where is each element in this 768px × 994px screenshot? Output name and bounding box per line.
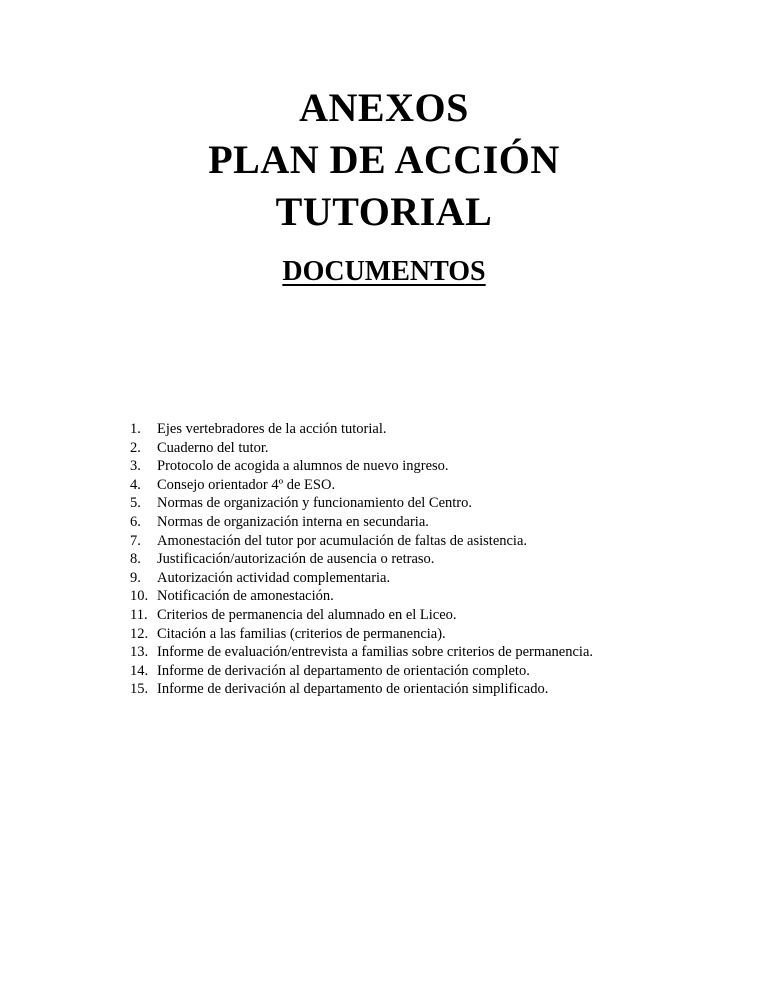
list-item — [130, 625, 730, 644]
list-item — [130, 662, 730, 681]
list-item-text: Cuaderno del tutor. — [157, 439, 269, 456]
list-item-text: Normas de organización interna en secundaria. — [157, 513, 429, 530]
list-item — [130, 439, 730, 458]
list-item — [130, 550, 730, 569]
list-item-number: 3. — [130, 458, 141, 475]
section-heading-text: DOCUMENTOS — [282, 256, 486, 287]
list-item-number: 10. — [130, 588, 149, 605]
list-item-text: Autorización actividad complementaria. — [157, 569, 391, 586]
list-item-text: Amonestación del tutor por acumulación de faltas de asistencia. — [157, 532, 528, 549]
document-list — [130, 420, 730, 699]
page-title — [0, 82, 768, 238]
list-item — [130, 643, 730, 662]
list-item-number: 2. — [130, 439, 141, 456]
list-item-number: 5. — [130, 495, 141, 512]
list-item — [130, 532, 730, 551]
title-line-2: PLAN DE ACCIÓN — [208, 137, 560, 182]
list-item — [130, 513, 730, 532]
list-item — [130, 569, 730, 588]
list-item-text: Informe de derivación al departamento de orientación completo. — [157, 662, 530, 679]
title-line-3: TUTORIAL — [275, 189, 493, 234]
list-item-number: 15. — [130, 681, 149, 698]
list-item-text: Notificación de amonestación. — [157, 588, 334, 605]
list-item-number: 13. — [130, 644, 149, 661]
list-item-number: 4. — [130, 476, 141, 493]
list-item-text: Justificación/autorización de ausencia o retraso. — [157, 551, 435, 568]
list-item-number: 12. — [130, 625, 149, 642]
section-heading — [0, 254, 768, 290]
list-item — [130, 457, 730, 476]
list-item-text: Criterios de permanencia del alumnado en el Liceo. — [157, 606, 457, 623]
list-item-text: Normas de organización y funcionamiento del Centro. — [157, 495, 473, 512]
list-item-text: Ejes vertebradores de la acción tutorial. — [157, 421, 387, 437]
list-item — [130, 420, 730, 439]
list-item-text: Protocolo de acogida a alumnos de nuevo ingreso. — [157, 458, 449, 475]
list-item-number: 14. — [130, 662, 149, 679]
list-item-number: 1. — [130, 421, 141, 437]
list-item-number: 6. — [130, 513, 141, 530]
list-item-text: Informe de derivación al departamento de orientación simplificado. — [157, 681, 549, 698]
list-item-text: Informe de evaluación/entrevista a familias sobre criterios de permanencia. — [157, 644, 594, 661]
list-item-number: 7. — [130, 532, 141, 549]
list-item-number: 9. — [130, 569, 141, 586]
list-item — [130, 680, 730, 699]
title-line-1: ANEXOS — [299, 85, 469, 130]
list-item-number: 11. — [130, 606, 148, 623]
list-item — [130, 476, 730, 495]
list-item — [130, 587, 730, 606]
list-item-text: Citación a las familias (criterios de permanencia). — [157, 625, 446, 642]
list-item — [130, 606, 730, 625]
list-item — [130, 494, 730, 513]
list-item-number: 8. — [130, 551, 141, 568]
list-item-text: Consejo orientador 4º de ESO. — [157, 476, 336, 493]
